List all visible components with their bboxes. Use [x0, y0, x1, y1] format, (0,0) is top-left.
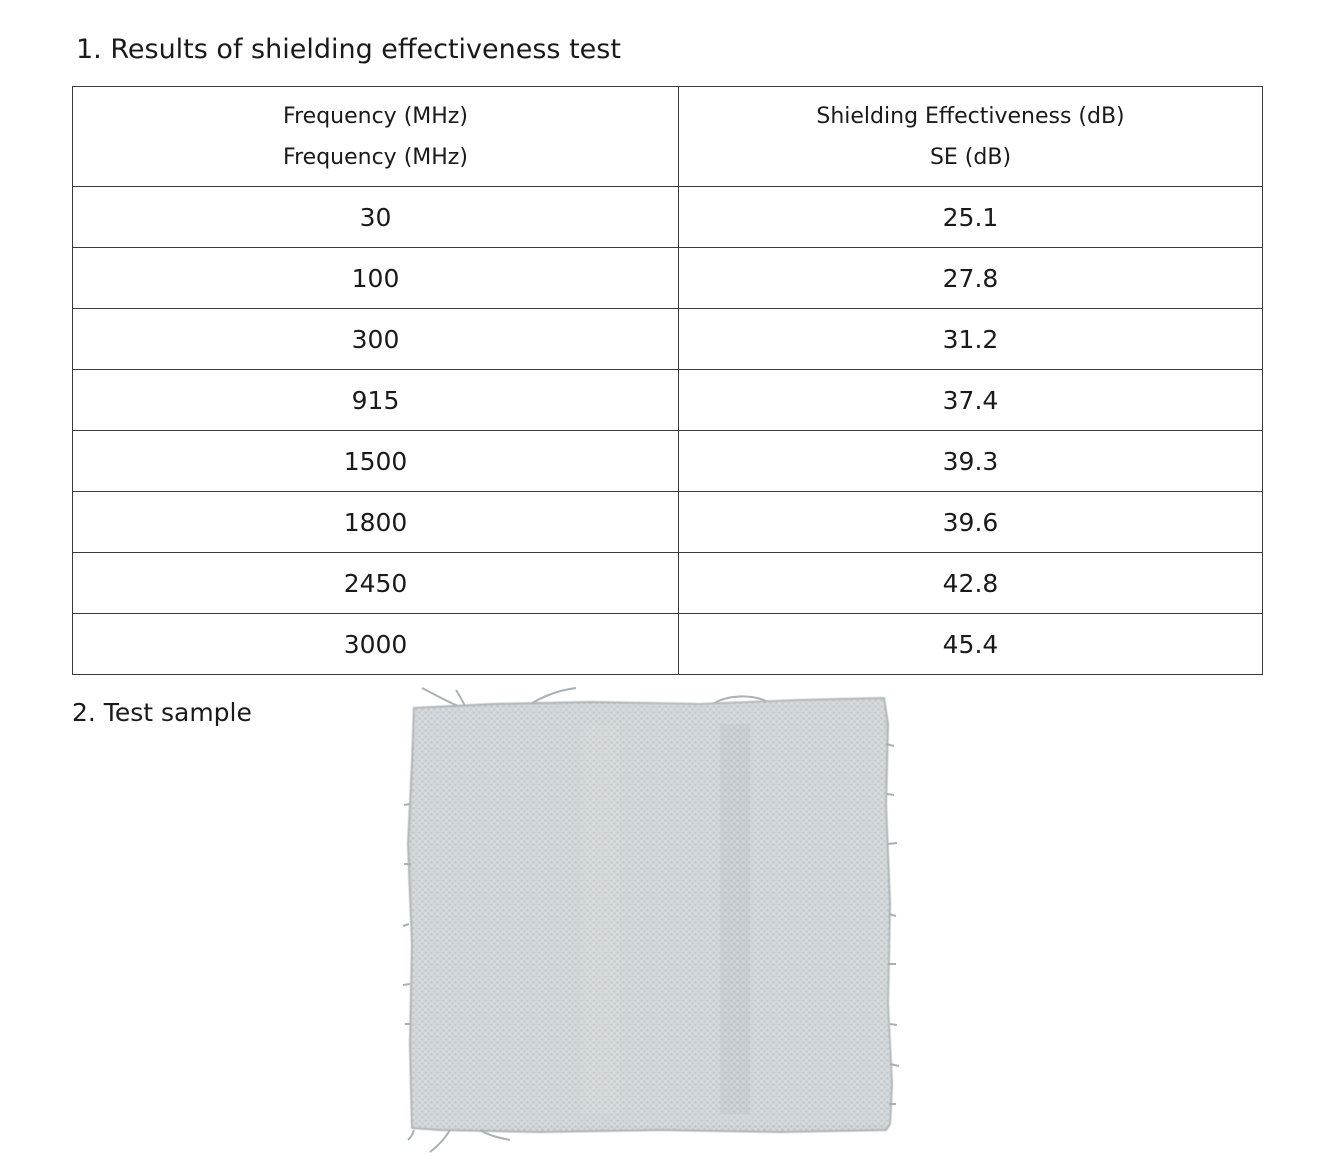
se-cell: 25.1 — [679, 187, 1263, 248]
frequency-cell: 3000 — [73, 614, 679, 675]
header-frequency-line1: Frequency (MHz) — [283, 103, 468, 129]
header-se-line2: SE (dB) — [929, 144, 1012, 170]
section-title-test-sample: 2. Test sample — [72, 698, 252, 727]
table-row — [73, 614, 1263, 675]
section-title-results: 1. Results of shielding effectiveness test — [76, 34, 621, 65]
table-row — [73, 187, 1263, 248]
table-header-row — [73, 87, 1263, 187]
header-se-line1: Shielding Effectiveness (dB) — [816, 103, 1125, 129]
table-row — [73, 248, 1263, 309]
frequency-cell: 1500 — [73, 431, 679, 492]
table-row — [73, 370, 1263, 431]
frequency-cell: 915 — [73, 370, 679, 431]
fabric-sample-image — [400, 684, 910, 1158]
se-cell: 27.8 — [679, 248, 1263, 309]
table-row — [73, 431, 1263, 492]
frequency-cell: 30 — [73, 187, 679, 248]
frequency-cell: 100 — [73, 248, 679, 309]
se-cell: 45.4 — [679, 614, 1263, 675]
table-row — [73, 553, 1263, 614]
frequency-cell: 2450 — [73, 553, 679, 614]
shielding-results-table — [72, 86, 1263, 675]
frequency-cell: 1800 — [73, 492, 679, 553]
se-cell: 39.3 — [679, 431, 1263, 492]
header-shielding-effectiveness — [679, 87, 1263, 187]
se-cell: 42.8 — [679, 553, 1263, 614]
se-cell: 39.6 — [679, 492, 1263, 553]
header-frequency — [73, 87, 679, 187]
se-cell: 31.2 — [679, 309, 1263, 370]
fabric-sample-icon — [400, 684, 910, 1158]
table-row — [73, 309, 1263, 370]
table-row — [73, 492, 1263, 553]
se-cell: 37.4 — [679, 370, 1263, 431]
header-frequency-line2: Frequency (MHz) — [283, 144, 468, 170]
frequency-cell: 300 — [73, 309, 679, 370]
